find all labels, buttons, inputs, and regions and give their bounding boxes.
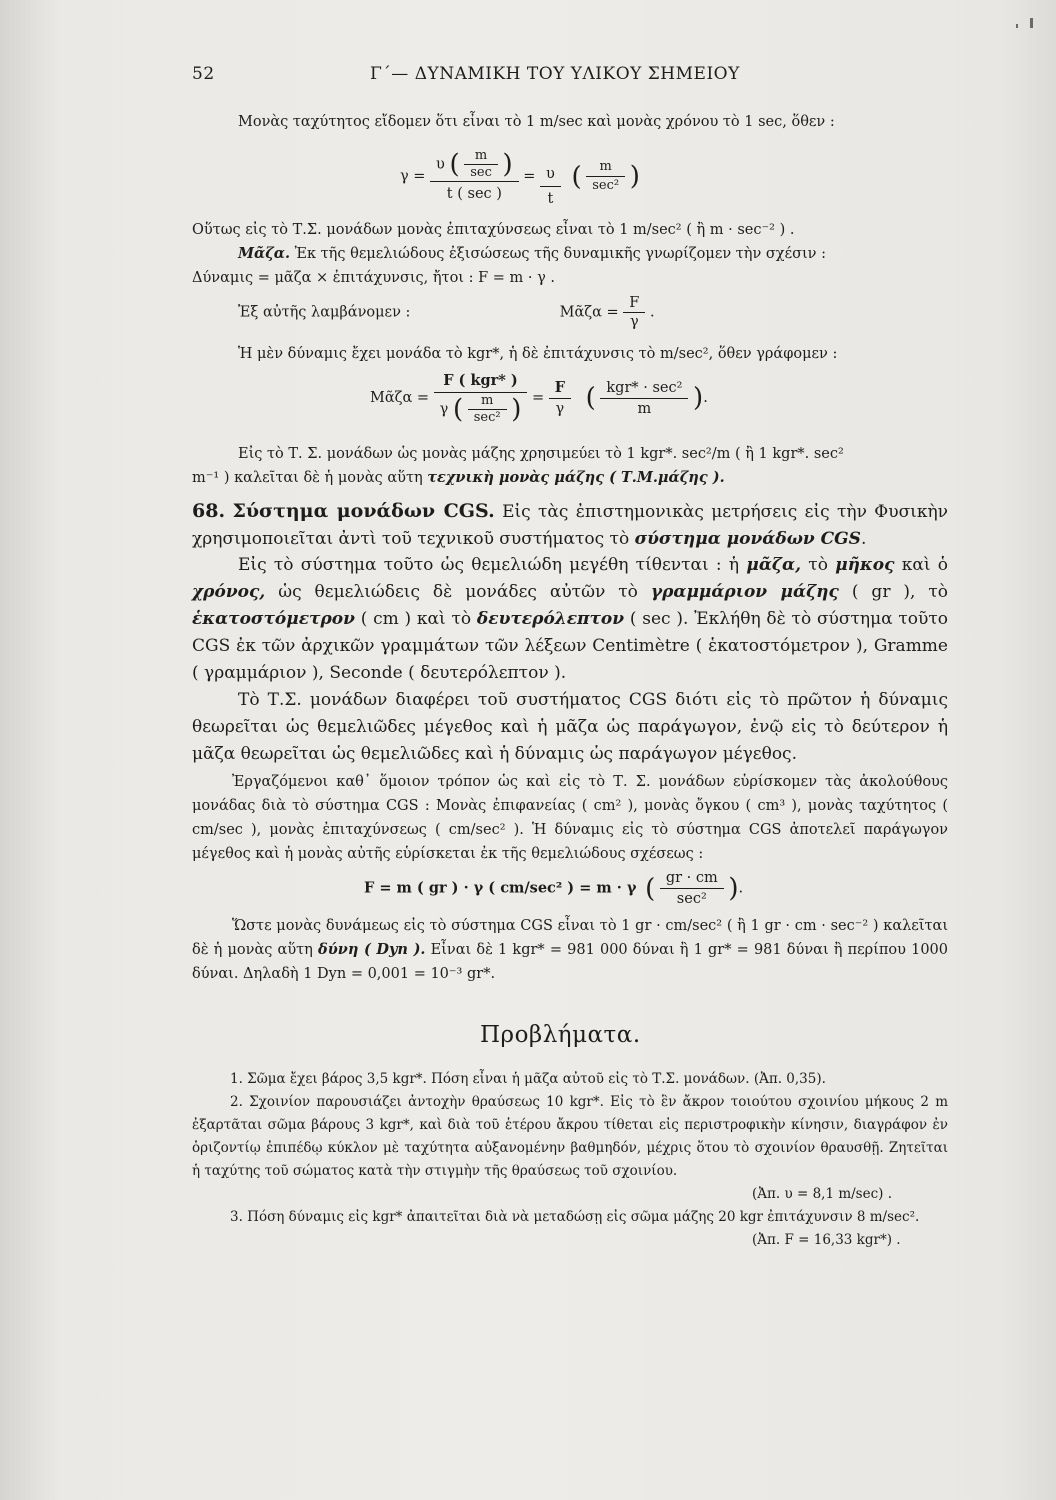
problem-2-answer: (Ἀπ. υ = 8,1 m/sec) . [752, 1186, 893, 1202]
text-line: Δύναμις = μᾶζα × ἐπιτάχυνσις, ἤτοι : F = m · γ . [192, 270, 555, 286]
scan-speck [1030, 18, 1033, 28]
mass-paragraph-line: Μᾶζα. Ἐκ τῆς θεμελιώδους ἐξισώσεως τῆς δυναμικῆς γνωρίζομεν τὴν σχέσιν : [238, 245, 826, 262]
scan-speck [1016, 24, 1018, 28]
running-title: Γ΄— ΔΥΝΑΜΙΚΗ ΤΟΥ ΥΛΙΚΟΥ ΣΗΜΕΙΟΥ [370, 64, 740, 84]
equation-acceleration-unit: γ = υ ( $\frac{m}{\sec}$ ) t ( sec ) = $\frac{\upsilon}{t}$ ( $\frac{m}{\text{sec²}}$ ) [400, 147, 640, 207]
page-number: 52 [192, 64, 215, 84]
section-68-paragraph-2: Εἰς τὸ σύστημα τοῦτο ὡς θεμελιώδη μεγέθη τίθενται : ἡ μᾶζα, τὸ μῆκος καὶ ὁ χρόνος, ὡς θεμελιώδεις δὲ μονάδες αὐτῶν τὸ γραμμάριον μάζης ( gr ), τὸ ἑκατοστόμετρον ( cm ) καὶ τὸ δευτερόλεπτον ( sec ). Ἐκλήθη δὲ τὸ σύστημα τοῦτο CGS ἐκ τῶν ἀρχικῶν γραμμάτων τῶν λέξεων Centimètre ( ἑκατοστόμετρον ), Gramme ( γραμμάριον ), Seconde ( δευτερόλεπτον ). [192, 555, 949, 683]
text-line: Μονὰς ταχύτητος εἴδομεν ὅτι εἶναι τὸ 1 m/sec καὶ μονὰς χρόνου τὸ 1 sec, ὅθεν : [238, 114, 835, 130]
text-line: Εἰς τὸ Τ. Σ. μονάδων ὡς μονὰς μάζης χρησιμεύει τὸ 1 kgr*. sec²/m ( ἢ 1 kgr*. sec² [238, 446, 844, 462]
problem-3: 3. Πόση δύναμις εἰς kgr* ἀπαιτεῖται διὰ νὰ μεταδώσῃ εἰς σῶμα μάζης 20 kgr ἐπιτάχυνσιν 8 m/sec². [230, 1209, 920, 1225]
section-68-paragraph-3: Τὸ Τ.Σ. μονάδων διαφέρει τοῦ συστήματος CGS διότι εἰς τὸ πρῶτον ἡ δύναμις θεωρεῖται ὡς θεμελιῶδες μέγεθος καὶ ἡ μᾶζα ὡς παράγωγον, ἐνῷ εἰς τὸ δεύτερον ἡ μᾶζα θεωρεῖται ὡς θεμελιῶδες καὶ ἡ δύναμις ὡς παράγωγον μέγεθος. [192, 690, 948, 764]
section-68-paragraph-1: 68. Σύστημα μονάδων CGS. Εἰς τὰς ἐπιστημονικὰς μετρήσεις εἰς τὴν Φυσικὴν χρησιμοποιεῖται ἀντὶ τοῦ τεχνικοῦ συστήματος τὸ σύστημα μονάδων CGS. [192, 500, 948, 549]
equation-dyne: F = m ( gr ) · γ ( cm/sec² ) = m · γ ( $\frac{gr \cdot cm}{\text{sec²}}$ ). [364, 870, 744, 907]
mass-formula-line: Ἐξ αὐτῆς λαμβάνομεν : Μᾶζα = $\frac{F}{\gamma}$ . [238, 295, 655, 330]
problem-3-answer: (Ἀπ. F = 16,33 kgr*) . [752, 1232, 901, 1248]
problem-1: 1. Σῶμα ἔχει βάρος 3,5 kgr*. Πόση εἶναι ἡ μᾶζα αὐτοῦ εἰς τὸ Τ.Σ. μονάδων. (Ἀπ. 0,35). [230, 1071, 826, 1087]
equation-mass-unit: Μᾶζα = F ( kgr* ) γ ( $\frac{m}{\text{sec²}}$ ) = $\frac{F}{\gamma}$ ( $\frac{\text{kgr* · sec²}}{m}$ ). [370, 372, 708, 425]
text-line: Ἡ μὲν δύναμις ἔχει μονάδα τὸ kgr*, ἡ δὲ ἐπιτάχυνσις τὸ m/sec², ὅθεν γράφομεν : [238, 346, 838, 362]
section-68-paragraph-4: Ἐργαζόμενοι καθ᾽ ὅμοιον τρόπον ὡς καὶ εἰς τὸ Τ. Σ. μονάδων εὑρίσκομεν τὰς ἀκολούθους μονάδας διὰ τὸ σύστημα CGS : Μονὰς ἐπιφανείας ( cm² ), μονὰς ὄγκου ( cm³ ), μονὰς ταχύτητος ( cm/sec ), μονὰς ἐπιταχύνσεως ( cm/sec² ). Ἡ δύναμις εἰς τὸ σύστημα CGS ἀποτελεῖ παράγωγον μέγεθος καὶ ἡ μονὰς αὐτῆς εὑρίσκεται ἐκ τῆς θεμελιώδους σχέσεως : [192, 774, 948, 862]
text-line: Οὕτως εἰς τὸ Τ.Σ. μονάδων μονὰς ἐπιταχύνσεως εἶναι τὸ 1 m/sec² ( ἢ m · sec⁻² ) . [192, 222, 795, 238]
text-line: m⁻¹ ) καλεῖται δὲ ἡ μονὰς αὕτη τεχνικὴ μονὰς μάζης ( Τ.Μ.μάζης ). [192, 469, 725, 486]
section-68-paragraph-5: Ὥστε μονὰς δυνάμεως εἰς τὸ σύστημα CGS εἶναι τὸ 1 gr · cm/sec² ( ἢ 1 gr · cm · sec⁻² ) καλεῖται δὲ ἡ μονὰς αὕτη δύνη ( Dyn ). Εἶναι δὲ 1 kgr* = 981 000 δύναι ἢ 1 gr* = 981 δύναι ἢ περίπου 1000 δύναι. Δηλαδὴ 1 Dyn = 0,001 = 10⁻³ gr*. [192, 918, 949, 982]
problem-2: 2. Σχοινίον παρουσιάζει ἀντοχὴν θραύσεως 10 kgr*. Εἰς τὸ ἓν ἄκρον τοιούτου σχοινίου μήκους 2 m ἐξαρτᾶται σῶμα βάρους 3 kgr*, καὶ διὰ τοῦ ἑτέρου ἄκρου τίθεται εἰς περιστροφικὴν κίνησιν, διαγράφον ἐν ὁριζοντίῳ ἐπιπέδῳ κύκλον μὲ ταχύτητα αὐξανομένην βαθμηδόν, μέχρις ὅτου τὸ σχοινίον θραυσθῇ. Ζητεῖται ἡ ταχύτης τοῦ σώματος κατὰ τὴν στιγμὴν τῆς θραύσεως τοῦ σχοινίου. [192, 1094, 948, 1179]
problems-title: Προβλήματα. [480, 1022, 641, 1048]
